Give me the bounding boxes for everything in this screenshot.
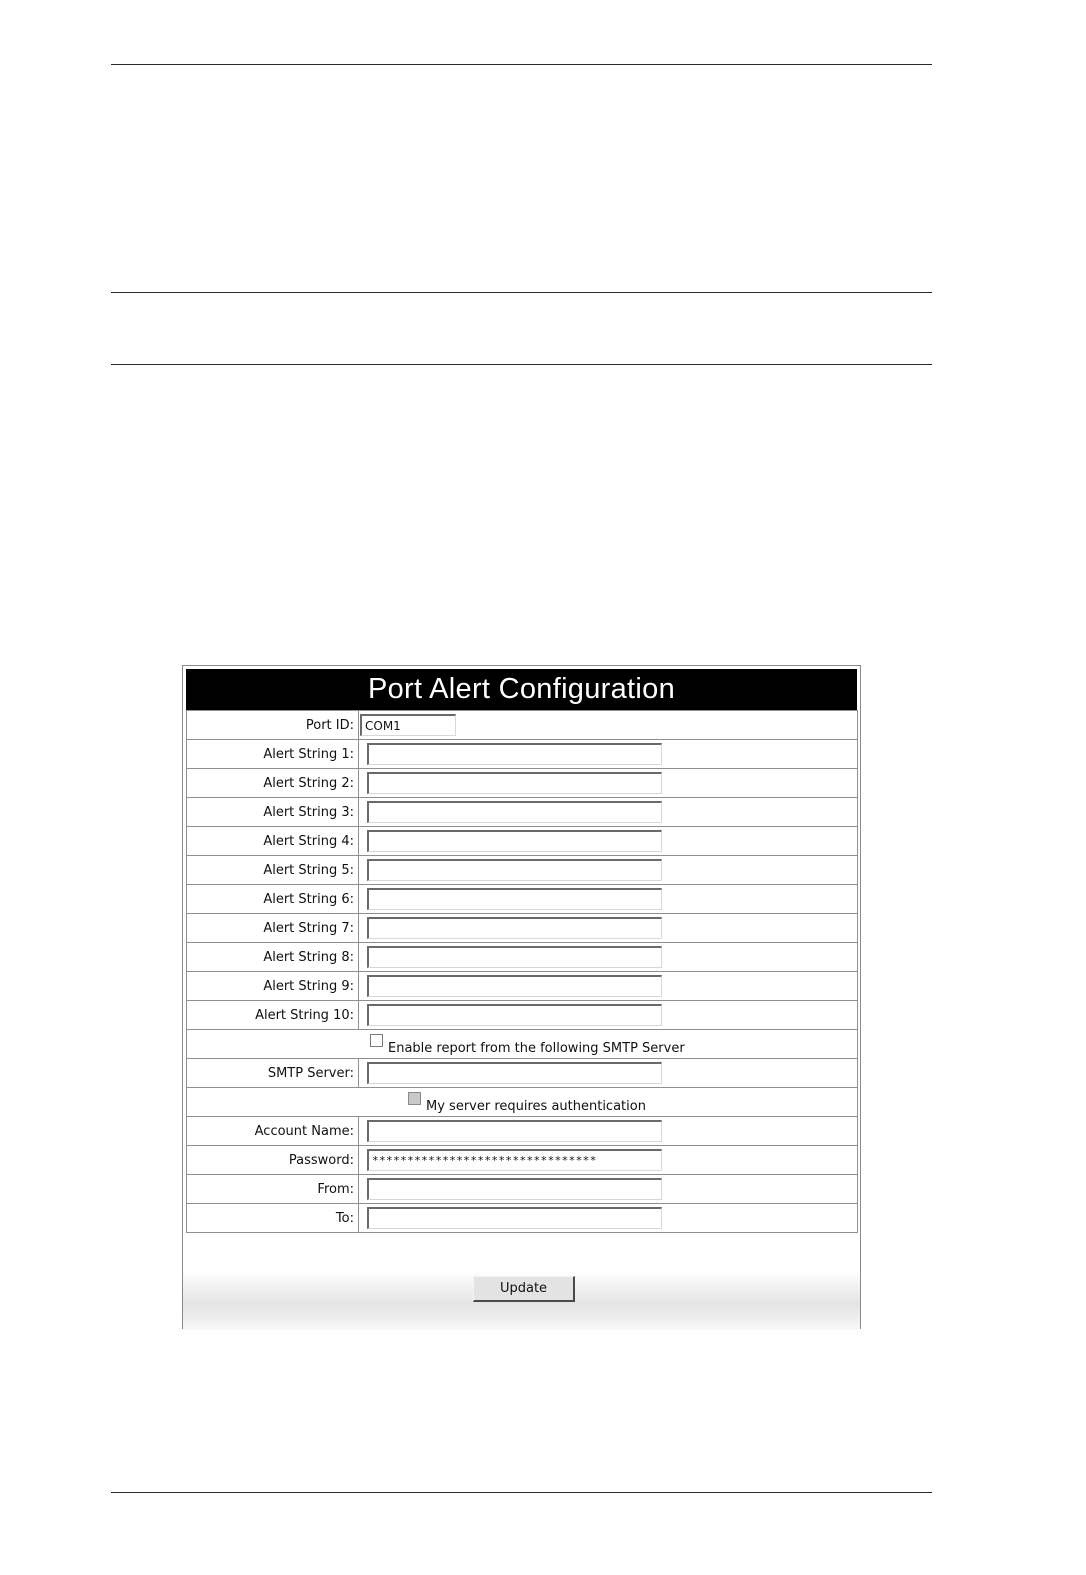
form-row-account-name: [187, 1117, 858, 1146]
section-rule-lower: [111, 364, 932, 365]
form-row-alert-string-3: [187, 798, 858, 827]
port-alert-configuration-panel: [182, 665, 861, 1329]
alert-string-3-input[interactable]: [367, 801, 662, 823]
form-row-alert-string-4: [187, 827, 858, 856]
form-row-alert-string-1: [187, 740, 858, 769]
alert-string-1-input[interactable]: [367, 743, 662, 765]
alert-string-3-label: Alert String 3:: [187, 798, 359, 827]
section-rule-upper: [111, 292, 932, 293]
form-row-alert-string-5: [187, 856, 858, 885]
form-footer: [183, 1272, 860, 1330]
to-input[interactable]: [367, 1207, 662, 1229]
form-row-alert-string-2: [187, 769, 858, 798]
form-row-alert-string-6: [187, 885, 858, 914]
port-id-label: Port ID:: [187, 711, 359, 740]
account-name-label: Account Name:: [187, 1117, 359, 1146]
alert-string-6-label: Alert String 6:: [187, 885, 359, 914]
form-row-password: [187, 1146, 858, 1175]
port-id-input[interactable]: [360, 714, 456, 736]
alert-string-8-input[interactable]: [367, 946, 662, 968]
enable-smtp-label: Enable report from the following SMTP Server: [388, 1041, 685, 1056]
form-row-from: [187, 1175, 858, 1204]
form-row-to: [187, 1204, 858, 1233]
alert-string-2-label: Alert String 2:: [187, 769, 359, 798]
page-bottom-rule: [111, 1492, 932, 1493]
password-label: Password:: [187, 1146, 359, 1175]
page-top-rule: [111, 64, 932, 65]
alert-string-10-label: Alert String 10:: [187, 1001, 359, 1030]
requires-auth-option[interactable]: [187, 1088, 857, 1116]
from-label: From:: [187, 1175, 359, 1204]
alert-string-9-label: Alert String 9:: [187, 972, 359, 1001]
alert-string-4-input[interactable]: [367, 830, 662, 852]
form-row-requires-auth: [187, 1088, 858, 1117]
alert-string-5-input[interactable]: [367, 859, 662, 881]
form-row-alert-string-9: [187, 972, 858, 1001]
alert-string-7-label: Alert String 7:: [187, 914, 359, 943]
alert-string-9-input[interactable]: [367, 975, 662, 997]
from-input[interactable]: [367, 1178, 662, 1200]
config-form-table: [186, 710, 858, 1233]
alert-string-10-input[interactable]: [367, 1004, 662, 1026]
alert-string-8-label: Alert String 8:: [187, 943, 359, 972]
smtp-server-label: SMTP Server:: [187, 1059, 359, 1088]
enable-smtp-option[interactable]: [187, 1030, 857, 1058]
form-row-alert-string-10: [187, 1001, 858, 1030]
requires-auth-label: My server requires authentication: [426, 1099, 646, 1114]
panel-title: Port Alert Configuration: [186, 669, 857, 710]
enable-smtp-checkbox[interactable]: [370, 1034, 383, 1047]
alert-string-6-input[interactable]: [367, 888, 662, 910]
alert-string-5-label: Alert String 5:: [187, 856, 359, 885]
account-name-input[interactable]: [367, 1120, 662, 1142]
password-input[interactable]: [367, 1149, 662, 1171]
form-row-alert-string-8: [187, 943, 858, 972]
to-label: To:: [187, 1204, 359, 1233]
form-row-port-id: [187, 711, 858, 740]
requires-auth-checkbox[interactable]: [408, 1092, 421, 1105]
alert-string-1-label: Alert String 1:: [187, 740, 359, 769]
alert-string-2-input[interactable]: [367, 772, 662, 794]
smtp-server-input[interactable]: [367, 1062, 662, 1084]
alert-string-4-label: Alert String 4:: [187, 827, 359, 856]
form-row-alert-string-7: [187, 914, 858, 943]
form-row-enable-smtp: [187, 1030, 858, 1059]
update-button[interactable]: Update: [473, 1276, 575, 1302]
alert-string-7-input[interactable]: [367, 917, 662, 939]
form-row-smtp-server: [187, 1059, 858, 1088]
